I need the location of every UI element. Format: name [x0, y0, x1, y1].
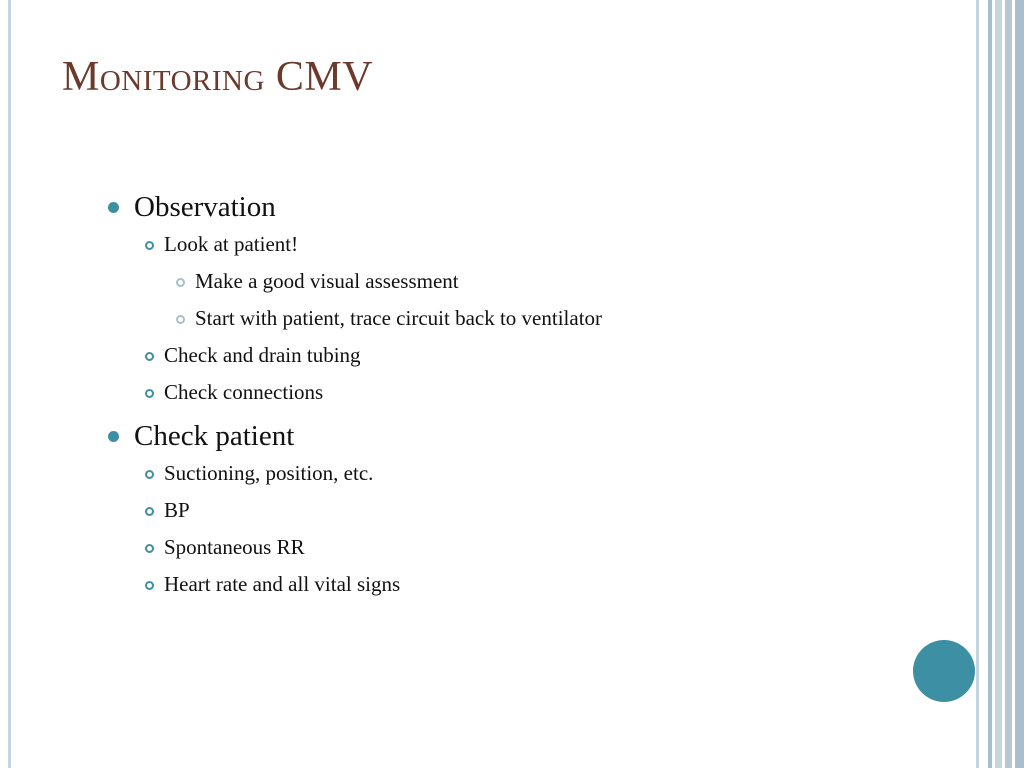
stripe	[1005, 0, 1012, 768]
bullet-item-check-patient	[104, 417, 964, 455]
sub-sub-bullet-item	[104, 263, 964, 300]
ring-bullet-icon	[145, 470, 154, 479]
ring-bullet-icon	[145, 581, 154, 590]
sub-bullet-item	[104, 455, 964, 492]
ring-bullet-icon	[145, 389, 154, 398]
stripe	[976, 0, 979, 768]
sub-bullet-item	[104, 492, 964, 529]
sub-bullet-label: Heart rate and all vital signs	[164, 572, 401, 596]
sub-sub-bullet-label: Make a good visual assessment	[195, 269, 459, 293]
bullet-item-observation	[104, 188, 964, 226]
stripe	[1015, 0, 1024, 768]
sub-sub-bullet-label: Start with patient, trace circuit back to ventilator	[195, 306, 603, 330]
filled-circle-bullet-icon	[108, 431, 119, 442]
sub-bullet-item	[104, 566, 964, 603]
filled-circle-bullet-icon	[108, 202, 119, 213]
sub-sub-bullet-item	[104, 300, 964, 337]
sub-bullet-item	[104, 337, 964, 374]
stripe	[995, 0, 1002, 768]
sub-bullet-label: Suctioning, position, etc.	[164, 461, 374, 485]
stripe	[988, 0, 992, 768]
sub-bullet-item	[104, 529, 964, 566]
decorative-stripes	[976, 0, 1024, 768]
left-frame-line	[8, 0, 11, 768]
ring-bullet-icon	[145, 352, 154, 361]
sub-bullet-label: Spontaneous RR	[164, 535, 305, 559]
ring-bullet-icon	[145, 507, 154, 516]
ring-bullet-icon	[176, 315, 185, 324]
bullet-list	[104, 188, 964, 603]
ring-bullet-icon	[145, 544, 154, 553]
bullet-label: Observation	[134, 191, 276, 223]
decorative-circle	[913, 640, 975, 702]
sub-bullet-label: BP	[164, 498, 190, 522]
sub-bullet-label: Check and drain tubing	[164, 343, 361, 367]
slide-title: Monitoring CMV	[62, 54, 374, 100]
sub-bullet-item	[104, 374, 964, 411]
sub-bullet-item	[104, 226, 964, 263]
ring-bullet-icon	[176, 278, 185, 287]
bullet-label: Check patient	[134, 420, 295, 452]
ring-bullet-icon	[145, 241, 154, 250]
sub-bullet-label: Check connections	[164, 380, 324, 404]
sub-bullet-label: Look at patient!	[164, 232, 299, 256]
